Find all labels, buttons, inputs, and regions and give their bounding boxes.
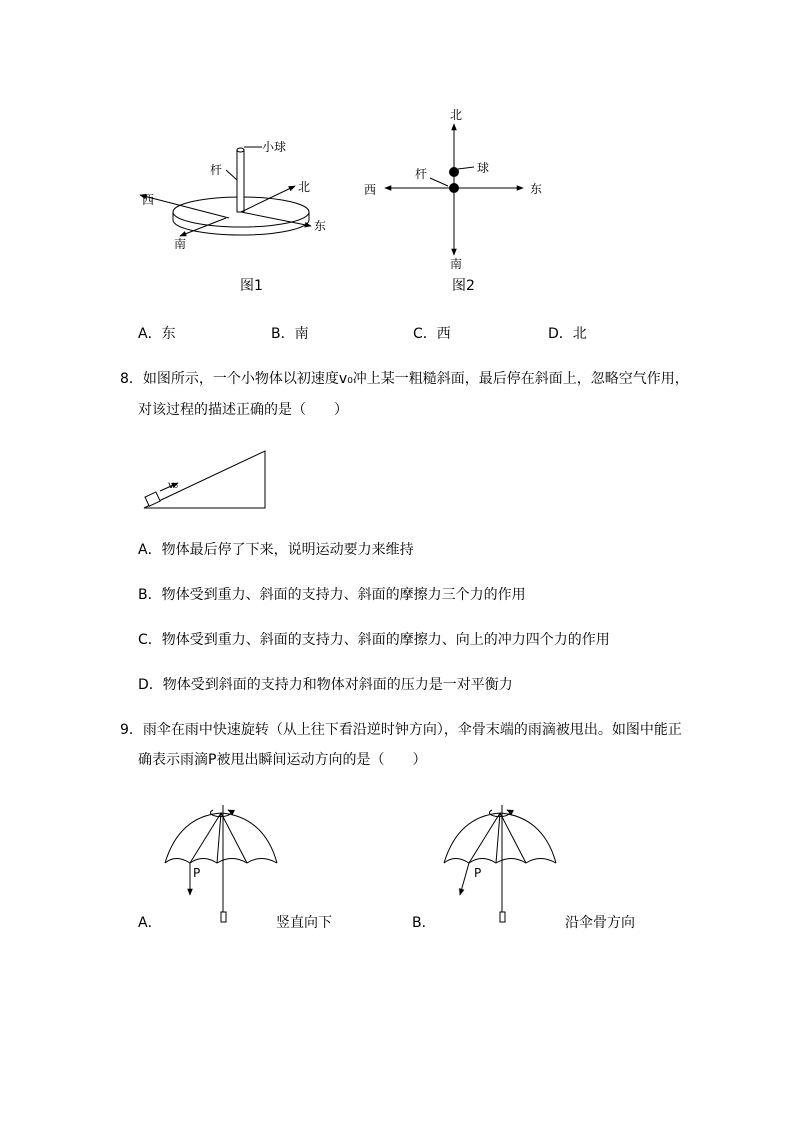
fig2-west-label: 西 xyxy=(364,183,377,197)
q9-stem-line2: 确表示雨滴P被甩出瞬间运动方向的是（ ） xyxy=(138,752,427,768)
q8-stem-line2: 对该过程的描述正确的是（ ） xyxy=(138,402,348,418)
q7-option-b[interactable]: B．南 xyxy=(271,326,309,342)
umbrella-a-point-label: P xyxy=(193,866,201,880)
fig2-north-label: 北 xyxy=(450,108,463,122)
fig2-caption: 图2 xyxy=(452,278,475,294)
fig2-rod-label: 杆 xyxy=(415,167,428,181)
fig1-west-label: 西 xyxy=(142,193,155,207)
fig2-south-label: 南 xyxy=(450,257,463,271)
q8-option-a[interactable]: A．物体最后停了下来，说明运动要力来维持 xyxy=(138,542,414,558)
q7-option-a[interactable]: A．东 xyxy=(138,326,176,342)
fig1-south-label: 南 xyxy=(174,237,187,251)
q8-stem-line1: 8．如图所示，一个小物体以初速度v₀冲上某一粗糙斜面，最后停在斜面上，忽略空气作用， xyxy=(120,371,689,387)
q9-option-a-caption: 竖直向下 xyxy=(276,915,332,931)
q7-option-d[interactable]: D．北 xyxy=(548,326,587,342)
umbrella-a xyxy=(165,805,277,922)
q7-option-c[interactable]: C．西 xyxy=(413,326,451,342)
q9-option-a-letter[interactable]: A． xyxy=(138,915,162,931)
q8-option-d[interactable]: D．物体受到斜面的支持力和物体对斜面的压力是一对平衡力 xyxy=(138,677,513,693)
umbrella-b xyxy=(444,805,556,922)
q8-option-c[interactable]: C．物体受到重力、斜面的支持力、斜面的摩擦力、向上的冲力四个力的作用 xyxy=(138,632,610,648)
q8-option-b[interactable]: B．物体受到重力、斜面的支持力、斜面的摩擦力三个力的作用 xyxy=(138,587,526,603)
fig1-rod-label: 杆 xyxy=(210,163,223,177)
q9-option-b-caption: 沿伞骨方向 xyxy=(565,915,635,931)
q9-option-b-letter[interactable]: B． xyxy=(412,915,436,931)
fig1-east-label: 东 xyxy=(314,219,327,233)
q9-stem-line1: 9．雨伞在雨中快速旋转（从上往下看沿逆时钟方向），伞骨末端的雨滴被甩出。如图中能正 xyxy=(120,722,682,738)
fig1-ball-label: 小球 xyxy=(262,140,287,154)
fig2-ball-label: 球 xyxy=(477,161,490,175)
fig2-east-label: 东 xyxy=(530,182,543,196)
q8-v0-label: v₀ xyxy=(168,480,178,491)
umbrella-b-point-label: P xyxy=(474,866,482,880)
fig1-north-label: 北 xyxy=(298,180,311,194)
fig1-caption: 图1 xyxy=(240,278,263,294)
